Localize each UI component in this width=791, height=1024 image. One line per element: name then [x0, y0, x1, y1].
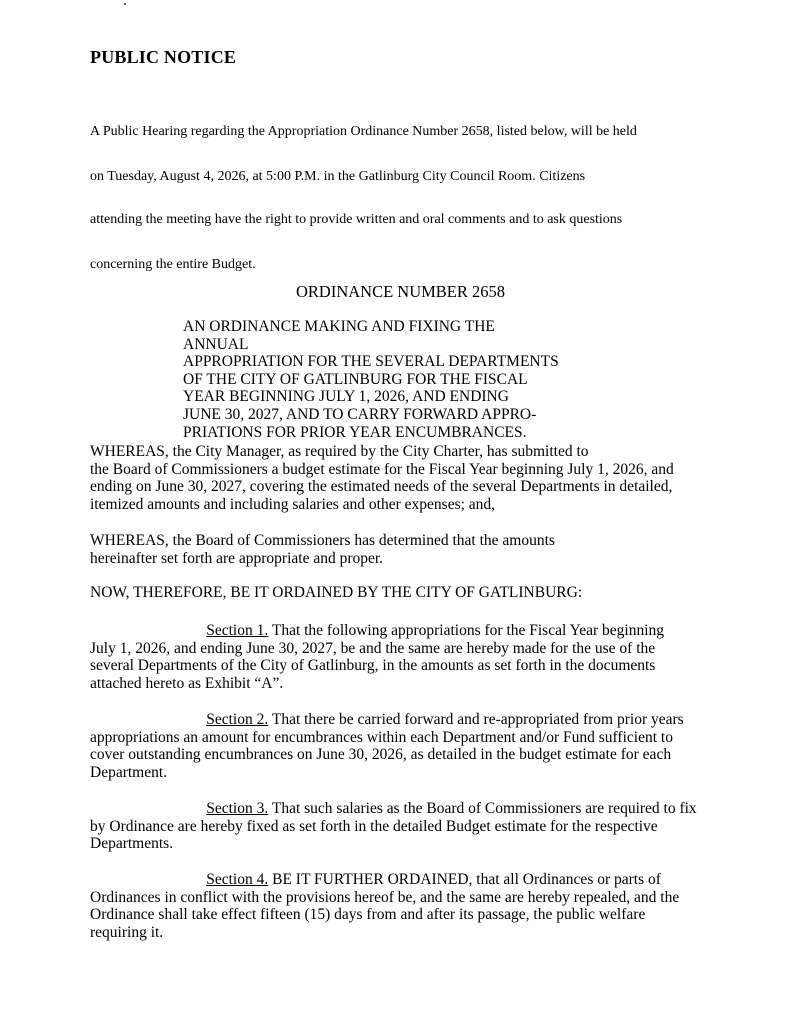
intro-line-4: concerning the entire Budget. [90, 257, 256, 272]
page-title: PUBLIC NOTICE [90, 47, 237, 67]
whereas-paragraph-2: WHEREAS, the Board of Commissioners has determined that the amounts hereinafter set forth are appropriate and proper. [90, 532, 555, 567]
section-3-text: That such salaries as the Board of Commissioners are required to fix by Ordinance are hereby fixed as set forth in the detailed Budget estimate for the respective Departments. [90, 800, 697, 853]
section-3-paragraph [90, 800, 700, 853]
section-4-paragraph [90, 871, 700, 941]
intro-line-3: attending the meeting have the right to provide written and oral comments and to ask questions [90, 212, 623, 227]
intro-line-2: on Tuesday, August 4, 2026, at 5:00 P.M. in the Gatlinburg City Council Room. Citizens [90, 169, 586, 184]
section-2-paragraph [90, 711, 700, 781]
section-4-text: BE IT FURTHER ORDAINED, that all Ordinances or parts of Ordinances in conflict with the provisions hereof be, and the same are hereby repealed, and the Ordinance shall take effect fifteen (15) days from and after its passage, the public welfare requiring it. [90, 871, 680, 941]
section-4-label: Section 4. [206, 871, 269, 888]
scan-speck [124, 3, 126, 5]
section-3-label: Section 3. [206, 800, 269, 817]
intro-line-1: A Public Hearing regarding the Appropriation Ordinance Number 2658, listed below, will be held [90, 124, 637, 139]
section-1-label: Section 1. [206, 622, 269, 639]
ordinance-heading: ORDINANCE NUMBER 2658 [296, 282, 506, 301]
section-2-label: Section 2. [206, 711, 269, 728]
section-1-text: That the following appropriations for the Fiscal Year beginning July 1, 2026, and ending June 30, 2027, be and the same are hereby made for the use of the several Departments of the City of Gatlinburg, in the amounts as set forth in the documents attached hereto as Exhibit “A”. [90, 622, 665, 692]
section-1-paragraph [90, 622, 700, 692]
section-2-text: That there be carried forward and re-appropriated from prior years appropriations an amount for encumbrances within each Department and/or Fund sufficient to cover outstanding encumbrances on June 30, 2026, as detailed in the budget estimate for each Department. [90, 711, 684, 781]
ordained-clause: NOW, THEREFORE, BE IT ORDAINED BY THE CITY OF GATLINBURG: [90, 584, 583, 601]
whereas-paragraph-1: WHEREAS, the City Manager, as required by the City Charter, has submitted to the Board of Commissioners a budget estimate for the Fiscal Year beginning July 1, 2026, and ending on June 30, 2027, covering the estimated needs of the several Departments in detailed, itemized amounts and including salaries and other expenses; and, [90, 443, 674, 513]
ordinance-caption: AN ORDINANCE MAKING AND FIXING THE ANNUAL APPROPRIATION FOR THE SEVERAL DEPARTMENTS OF THE CITY OF GATLINBURG FOR THE FISCAL YEAR BEGINNING JULY 1, 2026, AND ENDING JUNE 30, 2027, AND TO CARRY FORWARD APPRO- PRIATIONS FOR PRIOR YEAR ENCUMBRANCES. [183, 318, 559, 441]
